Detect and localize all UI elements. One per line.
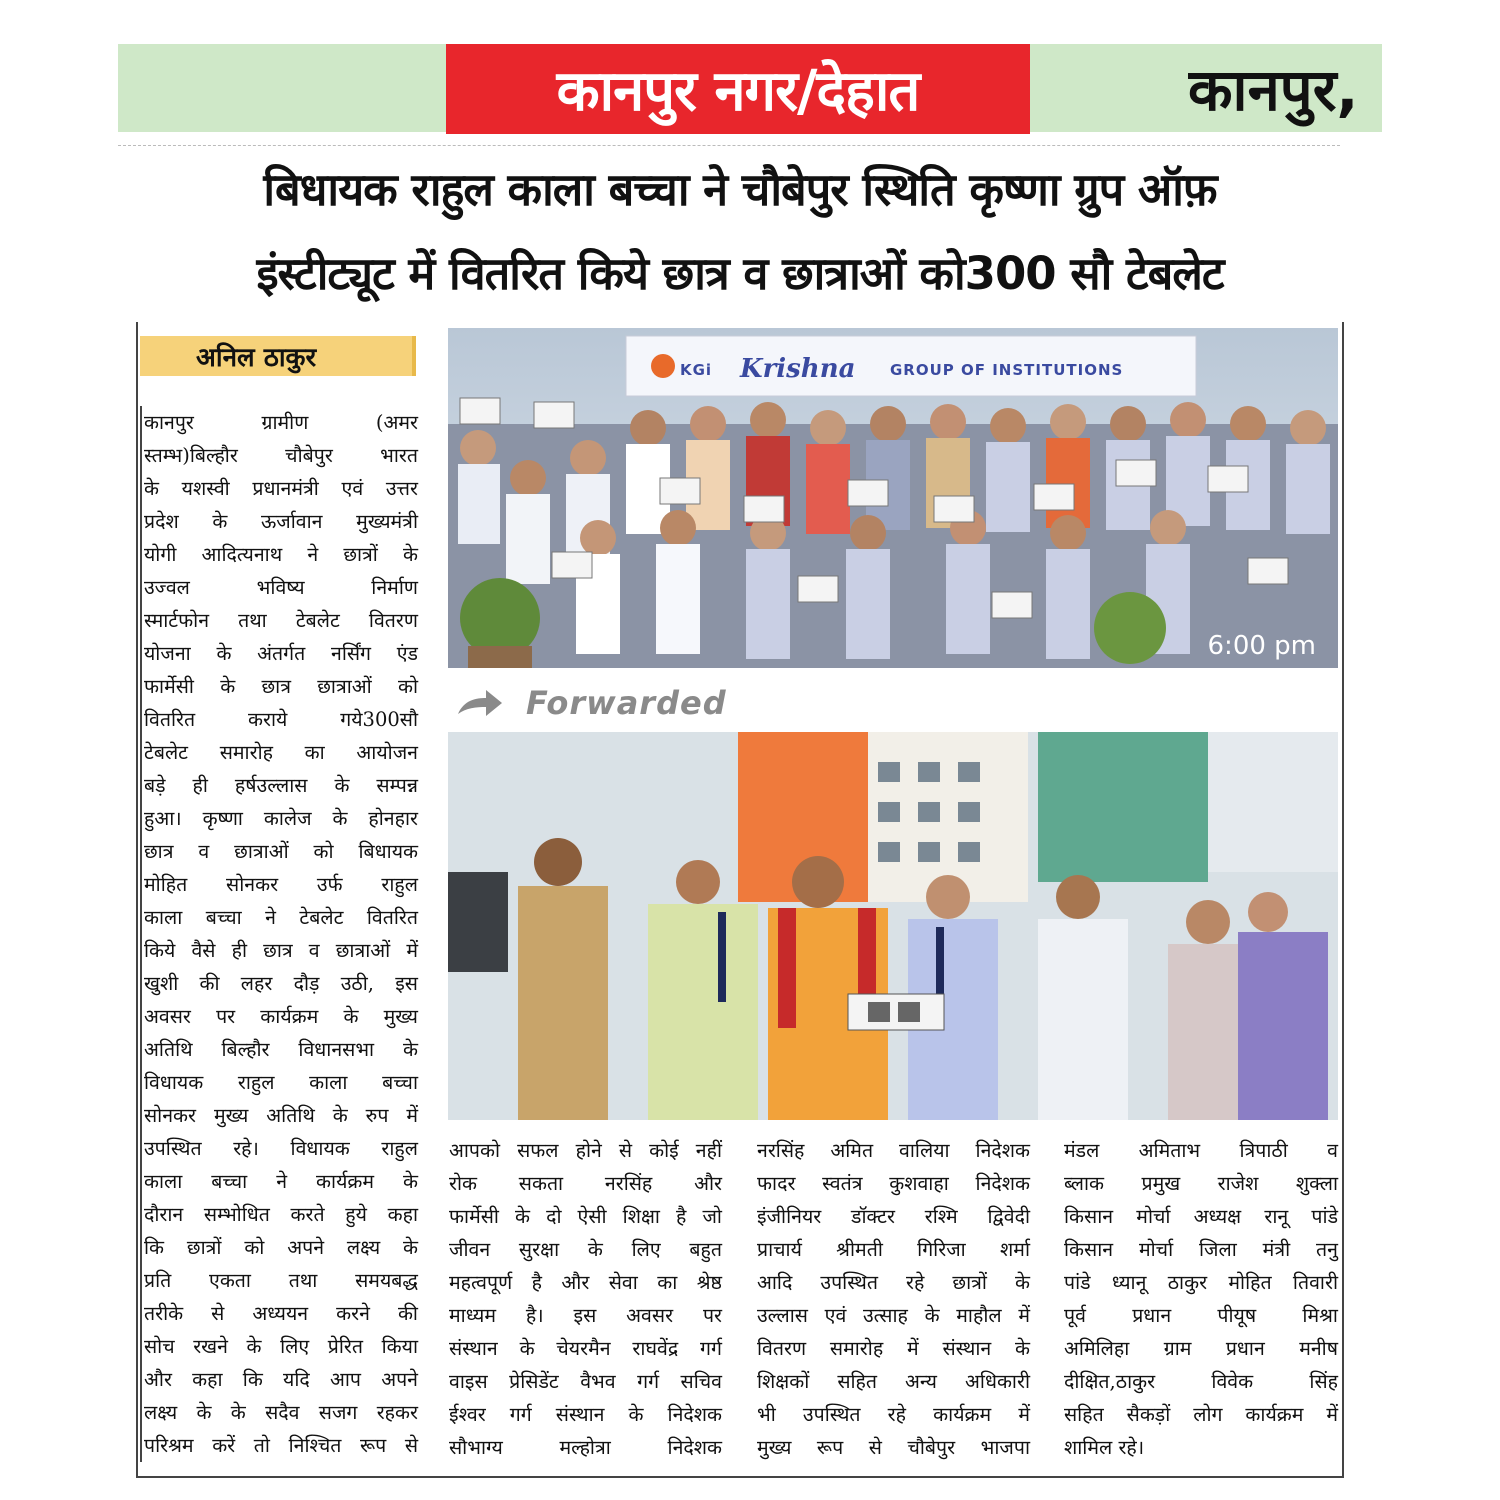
article-line: किसान मोर्चा जिला मंत्री तनु [1064,1238,1338,1261]
group-photo [448,328,1338,668]
forwarded-label: Forwarded [526,684,727,722]
article-line: आपको सफल होने से कोई नहीं [449,1139,722,1162]
article-line: अवसर पर कार्यक्रम के मुख्य [144,1005,418,1028]
article-line: कि छात्रों को अपने लक्ष्य के [144,1236,418,1259]
article-line: पांडे ध्यानू ठाकुर मोहित तिवारी [1064,1271,1338,1294]
article-line: बड़े ही हर्षउल्लास के सम्पन्न [144,774,418,797]
article-line: परिश्रम करें तो निश्चित रूप से [144,1434,418,1457]
article-line: खुशी की लहर दौड़ उठी, इस [144,972,418,995]
article-line: स्तम्भ)बिल्हौर चौबेपुर भारत [144,444,418,467]
section-title: कानपुर नगर/देहात [446,44,1030,134]
article-line: काला बच्चा ने टेबलेट वितरित [144,906,418,929]
article-line: अमिलिहा ग्राम प्रधान मनीष [1064,1337,1338,1360]
article-line: सहित सैकड़ों लोग कार्यक्रम में [1064,1403,1338,1426]
group-photo-image [448,328,1338,668]
article-line: भी उपस्थित रहे कार्यक्रम में [757,1403,1030,1426]
article-line: फार्मेसी के दो ऐसी शिक्षा है जो [449,1205,722,1228]
tablet-handover-image [448,732,1338,1120]
article-line: और कहा कि यदि आप अपने [144,1368,418,1391]
article-line: उपस्थित रहे। विधायक राहुल [144,1137,418,1160]
article-line: संस्थान के चेयरमैन राघवेंद्र गर्ग [449,1337,722,1360]
headline-line-2: इंस्टीट्यूट में वितरित किये छात्र व छात्राओं को300 सौ टेबलेट [256,247,1224,300]
banner-name: Krishna [740,354,856,384]
article-line: स्मार्टफोन तथा टेबलेट वितरण [144,609,418,632]
article-line: किये वैसे ही छात्र व छात्राओं में [144,939,418,962]
article-line: कानपुर ग्रामीण (अमर [144,411,418,434]
article-line: दौरान सम्भोधित करते हुये कहा [144,1203,418,1226]
article-line: वाइस प्रेसिडेंट वैभव गर्ग सचिव [449,1370,722,1393]
article-line: मुख्य रूप से चौबेपुर भाजपा [757,1436,1030,1459]
article-line: वितरित कराये गये300सौ [144,708,418,731]
article-line: मोहित सोनकर उर्फ राहुल [144,873,418,896]
article-line: विधायक राहुल काला बच्चा [144,1071,418,1094]
article-line: शिक्षकों सहित अन्य अधिकारी [757,1370,1030,1393]
article-column-3 [757,1134,1030,1464]
article-line: सोच रखने के लिए प्रेरित किया [144,1335,418,1358]
article-line: प्रदेश के ऊर्जावान मुख्यमंत्री [144,510,418,533]
adjacent-section-title: कानपुर, [1188,56,1359,124]
forward-arrow-icon [456,688,504,718]
article-line: तरीके से अध्ययन करने की [144,1302,418,1325]
article-line: सोनकर मुख्य अतिथि के रुप में [144,1104,418,1127]
photo-timestamp: 6:00 pm [1207,631,1316,661]
article-line: योगी आदित्यनाथ ने छात्रों के [144,543,418,566]
article-line: फादर स्वतंत्र कुशवाहा निदेशक [757,1172,1030,1195]
article-column-2 [449,1134,722,1464]
banner-text: GROUP OF INSTITUTIONS [890,361,1124,379]
article-line: सौभाग्य मल्होत्रा निदेशक [449,1436,722,1459]
article-line: ब्लाक प्रमुख राजेश शुक्ला [1064,1172,1338,1195]
forwarded-label-row [448,676,1338,730]
article-line: काला बच्चा ने कार्यक्रम के [144,1170,418,1193]
article-line: लक्ष्य के के सदैव सजग रहकर [144,1401,418,1424]
article-line: योजना के अंतर्गत नर्सिंग एंड [144,642,418,665]
article-line: किसान मोर्चा अध्यक्ष रानू पांडे [1064,1205,1338,1228]
article-line: रोक सकता नरसिंह और [449,1172,722,1195]
article-line: उल्लास एवं उत्साह के माहौल में [757,1304,1030,1327]
article-line: अतिथि बिल्हौर विधानसभा के [144,1038,418,1061]
article-column-4 [1064,1134,1338,1464]
header-divider [118,145,1340,146]
banner-logo: KGi [680,361,713,379]
article-line: हुआ। कृष्णा कालेज के होनहार [144,807,418,830]
byline: अनिल ठाकुर [196,343,317,373]
article-line: पूर्व प्रधान पीयूष मिश्रा [1064,1304,1338,1327]
article-line: दीक्षित,ठाकुर विवेक सिंह [1064,1370,1338,1393]
article-line: इंजीनियर डॉक्टर रश्मि द्विवेदी [757,1205,1030,1228]
article-line: फार्मेसी के छात्र छात्राओं को [144,675,418,698]
article-line: प्राचार्य श्रीमती गिरिजा शर्मा [757,1238,1030,1261]
article-line: माध्यम है। इस अवसर पर [449,1304,722,1327]
article-line: के यशस्वी प्रधानमंत्री एवं उत्तर [144,477,418,500]
article-line: वितरण समारोह में संस्थान के [757,1337,1030,1360]
article-line: आदि उपस्थित रहे छात्रों के [757,1271,1030,1294]
article-line: जीवन सुरक्षा के लिए बहुत [449,1238,722,1261]
article-line: प्रति एकता तथा समयबद्ध [144,1269,418,1292]
article-line: मंडल अमिताभ त्रिपाठी व [1064,1139,1338,1162]
article-line: छात्र व छात्राओं को बिधायक [144,840,418,863]
article-column-1 [140,406,418,1462]
article-line: उज्वल भविष्य निर्माण [144,576,418,599]
article-line: महत्वपूर्ण है और सेवा का श्रेष्ठ [449,1271,722,1294]
headline-line-1: बिधायक राहुल काला बच्चा ने चौबेपुर स्थिति कृष्णा ग्रुप ऑफ़ [263,163,1217,216]
article-line: ईश्वर गर्ग संस्थान के निदेशक [449,1403,722,1426]
article-line: टेबलेट समारोह का आयोजन [144,741,418,764]
article-line: नरसिंह अमित वालिया निदेशक [757,1139,1030,1162]
tablet-handover-photo [448,732,1338,1120]
article-line: शामिल रहे। [1064,1436,1145,1459]
